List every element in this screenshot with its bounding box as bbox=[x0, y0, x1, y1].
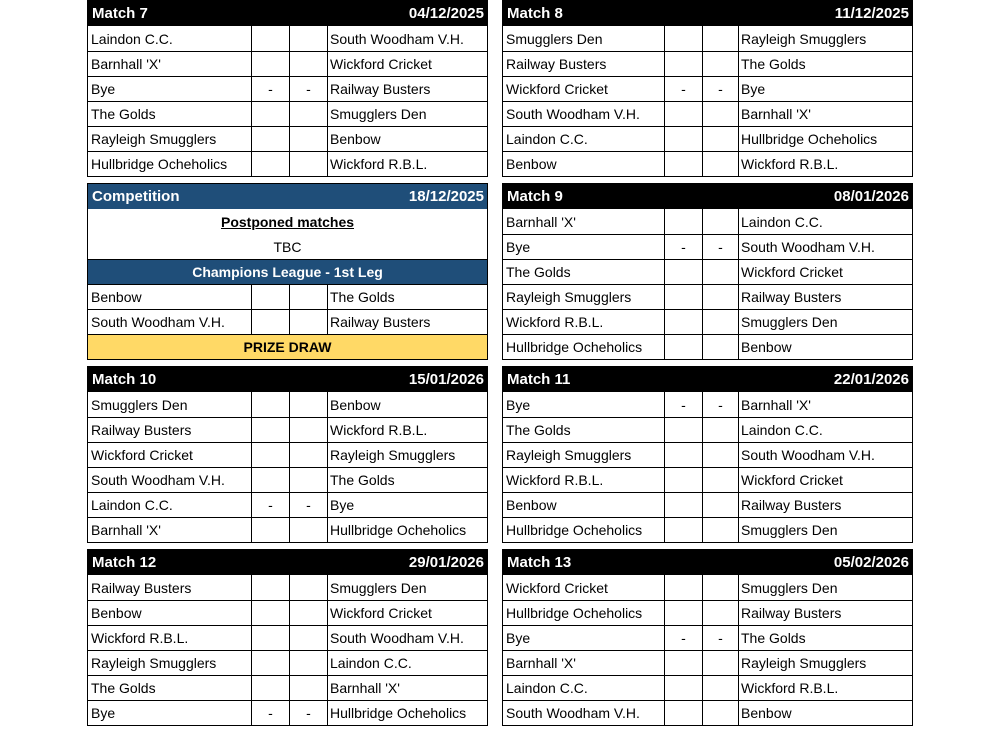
home-score bbox=[252, 518, 290, 542]
away-team: The Golds bbox=[741, 56, 806, 72]
fixture-row bbox=[88, 51, 487, 76]
away-team: Railway Busters bbox=[741, 497, 842, 513]
home-team: Hullbridge Ocheholics bbox=[88, 152, 252, 176]
fixture-row bbox=[88, 467, 487, 492]
fixture-row bbox=[503, 234, 912, 259]
match-date: 08/01/2026 bbox=[833, 188, 909, 205]
away-score bbox=[703, 209, 739, 234]
home-team: Benbow bbox=[88, 601, 252, 625]
home-score bbox=[252, 676, 290, 700]
home-score bbox=[665, 335, 703, 359]
home-score bbox=[252, 443, 290, 467]
home-score: - bbox=[665, 235, 703, 259]
tbc-row bbox=[88, 234, 487, 259]
home-team: The Golds bbox=[88, 676, 252, 700]
fixture-row bbox=[88, 151, 487, 176]
away-team: The Golds bbox=[330, 472, 395, 488]
away-team: Smugglers Den bbox=[741, 579, 838, 596]
fixture-row bbox=[503, 309, 912, 334]
away-team: Wickford R.B.L. bbox=[330, 156, 428, 172]
home-team: Railway Busters bbox=[88, 418, 252, 442]
match-block-13 bbox=[502, 549, 913, 726]
competition-date: 18/12/2025 bbox=[408, 188, 484, 205]
away-score bbox=[703, 493, 739, 517]
fixture-row bbox=[503, 151, 912, 176]
away-score bbox=[290, 418, 328, 442]
home-team: Wickford R.B.L. bbox=[503, 468, 665, 492]
home-team: Wickford R.B.L. bbox=[503, 310, 665, 334]
fixture-rows bbox=[503, 26, 912, 176]
away-team: Railway Busters bbox=[741, 605, 842, 621]
fixture-row bbox=[503, 209, 912, 234]
home-team: Smugglers Den bbox=[88, 392, 252, 417]
away-team: Wickford R.B.L. bbox=[741, 680, 839, 696]
competition-block bbox=[87, 183, 488, 360]
away-score bbox=[290, 102, 328, 126]
fixture-row bbox=[503, 334, 912, 359]
away-team: Hullbridge Ocheholics bbox=[330, 522, 467, 538]
away-team: The Golds bbox=[330, 289, 395, 305]
away-team: Smugglers Den bbox=[741, 522, 838, 538]
away-team: Barnhall 'X' bbox=[741, 106, 811, 122]
home-team: The Golds bbox=[503, 418, 665, 442]
away-score bbox=[703, 335, 739, 359]
home-team: Barnhall 'X' bbox=[503, 209, 665, 234]
match-header bbox=[88, 1, 487, 26]
home-team: The Golds bbox=[503, 260, 665, 284]
home-score bbox=[665, 701, 703, 725]
away-team: Wickford Cricket bbox=[741, 472, 843, 488]
home-team: The Golds bbox=[88, 102, 252, 126]
match-header bbox=[88, 367, 487, 392]
away-score: - bbox=[290, 701, 328, 725]
home-score bbox=[252, 26, 290, 51]
home-team: Railway Busters bbox=[503, 52, 665, 76]
away-score bbox=[703, 418, 739, 442]
away-score bbox=[703, 102, 739, 126]
away-score bbox=[290, 26, 328, 51]
fixture-row bbox=[503, 26, 912, 51]
fixture-row bbox=[503, 417, 912, 442]
home-team: Bye bbox=[503, 626, 665, 650]
match-title: Match 12 bbox=[92, 554, 157, 571]
home-score bbox=[252, 127, 290, 151]
home-score: - bbox=[665, 626, 703, 650]
home-team: Rayleigh Smugglers bbox=[88, 651, 252, 675]
fixture-rows bbox=[88, 392, 487, 542]
away-score bbox=[290, 443, 328, 467]
away-team: Railway Busters bbox=[741, 289, 842, 305]
away-team: Laindon C.C. bbox=[330, 655, 412, 671]
away-score bbox=[290, 152, 328, 176]
match-block-10 bbox=[87, 366, 488, 543]
away-team: Rayleigh Smugglers bbox=[741, 30, 867, 47]
fixture-row bbox=[88, 442, 487, 467]
home-score bbox=[665, 575, 703, 600]
fixture-row bbox=[88, 575, 487, 600]
away-score bbox=[290, 575, 328, 600]
away-team: Hullbridge Ocheholics bbox=[741, 131, 878, 147]
away-team: Barnhall 'X' bbox=[741, 396, 811, 413]
away-team: The Golds bbox=[741, 630, 806, 646]
match-block-8 bbox=[502, 0, 913, 177]
fixture-rows bbox=[88, 575, 487, 725]
home-team: South Woodham V.H. bbox=[88, 310, 252, 334]
away-score: - bbox=[290, 77, 328, 101]
away-score: - bbox=[703, 392, 739, 417]
away-team: South Woodham V.H. bbox=[330, 630, 464, 646]
away-score bbox=[290, 392, 328, 417]
away-score bbox=[703, 26, 739, 51]
away-team: Laindon C.C. bbox=[741, 213, 823, 230]
fixture-row bbox=[88, 675, 487, 700]
postponed-row bbox=[88, 209, 487, 234]
away-score bbox=[703, 310, 739, 334]
fixture-row bbox=[503, 650, 912, 675]
away-team: Barnhall 'X' bbox=[330, 680, 400, 696]
away-score bbox=[703, 518, 739, 542]
home-score: - bbox=[252, 701, 290, 725]
fixture-row bbox=[88, 309, 487, 334]
away-score bbox=[290, 651, 328, 675]
fixture-row bbox=[503, 259, 912, 284]
away-score: - bbox=[703, 77, 739, 101]
away-score bbox=[290, 310, 328, 334]
away-score bbox=[290, 626, 328, 650]
match-date: 15/01/2026 bbox=[408, 371, 484, 388]
away-score bbox=[703, 601, 739, 625]
match-title: Match 10 bbox=[92, 371, 157, 388]
away-team: Rayleigh Smugglers bbox=[741, 655, 867, 671]
home-team: Railway Busters bbox=[88, 575, 252, 600]
tbc-label: TBC bbox=[273, 238, 302, 255]
home-team: Rayleigh Smugglers bbox=[503, 443, 665, 467]
away-score bbox=[703, 52, 739, 76]
home-team: Hullbridge Ocheholics bbox=[503, 601, 665, 625]
away-team: Railway Busters bbox=[330, 81, 431, 97]
away-team: Wickford Cricket bbox=[330, 56, 432, 72]
match-title: Match 9 bbox=[507, 188, 563, 205]
away-team: Bye bbox=[330, 497, 355, 513]
away-team: South Woodham V.H. bbox=[741, 239, 875, 255]
home-score bbox=[665, 418, 703, 442]
fixture-row bbox=[503, 442, 912, 467]
home-team: South Woodham V.H. bbox=[88, 468, 252, 492]
home-team: Bye bbox=[88, 77, 252, 101]
match-title: Match 11 bbox=[507, 371, 571, 388]
fixture-row bbox=[503, 467, 912, 492]
fixture-row bbox=[88, 392, 487, 417]
away-score bbox=[290, 468, 328, 492]
away-team: Hullbridge Ocheholics bbox=[330, 705, 467, 721]
away-score bbox=[703, 260, 739, 284]
fixture-rows bbox=[88, 26, 487, 176]
home-score bbox=[665, 209, 703, 234]
away-team: Benbow bbox=[741, 705, 792, 721]
fixture-rows bbox=[503, 392, 912, 542]
away-score bbox=[290, 127, 328, 151]
away-team: Benbow bbox=[330, 131, 381, 147]
away-score bbox=[703, 468, 739, 492]
match-header bbox=[503, 367, 912, 392]
away-score: - bbox=[290, 493, 328, 517]
home-team: Wickford Cricket bbox=[503, 77, 665, 101]
home-score bbox=[665, 468, 703, 492]
home-score bbox=[252, 285, 290, 309]
home-team: Wickford Cricket bbox=[88, 443, 252, 467]
fixture-row bbox=[503, 492, 912, 517]
away-team: Wickford Cricket bbox=[330, 605, 432, 621]
match-title: Match 13 bbox=[507, 554, 572, 571]
away-score bbox=[703, 651, 739, 675]
home-score bbox=[665, 601, 703, 625]
away-score bbox=[703, 676, 739, 700]
home-score bbox=[252, 102, 290, 126]
away-team: Smugglers Den bbox=[330, 106, 427, 122]
fixture-rows bbox=[503, 209, 912, 359]
home-score: - bbox=[665, 392, 703, 417]
away-team: Benbow bbox=[741, 339, 792, 355]
away-score bbox=[703, 152, 739, 176]
away-score bbox=[290, 601, 328, 625]
match-date: 05/02/2026 bbox=[833, 554, 909, 571]
match-block-12 bbox=[87, 549, 488, 726]
fixture-row bbox=[503, 392, 912, 417]
away-score bbox=[290, 518, 328, 542]
away-score bbox=[703, 443, 739, 467]
home-team: Benbow bbox=[88, 285, 252, 309]
fixture-row bbox=[503, 700, 912, 725]
home-team: Rayleigh Smugglers bbox=[88, 127, 252, 151]
home-team: Hullbridge Ocheholics bbox=[503, 335, 665, 359]
away-score bbox=[703, 701, 739, 725]
match-block-11 bbox=[502, 366, 913, 543]
match-date: 11/12/2025 bbox=[834, 5, 909, 22]
away-team: Benbow bbox=[330, 396, 381, 413]
fixture-rows bbox=[503, 575, 912, 725]
home-team: Wickford Cricket bbox=[503, 575, 665, 600]
home-team: South Woodham V.H. bbox=[503, 102, 665, 126]
champions-league-label: Champions League - 1st Leg bbox=[192, 264, 383, 280]
competition-rows bbox=[88, 209, 487, 359]
away-score bbox=[703, 285, 739, 309]
home-team: Hullbridge Ocheholics bbox=[503, 518, 665, 542]
fixture-row bbox=[88, 417, 487, 442]
home-score bbox=[665, 52, 703, 76]
match-block-9 bbox=[502, 183, 913, 360]
home-score bbox=[665, 310, 703, 334]
fixture-row bbox=[503, 101, 912, 126]
prize-draw-label: PRIZE DRAW bbox=[243, 339, 332, 355]
home-score bbox=[252, 152, 290, 176]
home-score bbox=[252, 601, 290, 625]
home-score: - bbox=[252, 77, 290, 101]
match-header bbox=[503, 550, 912, 575]
home-score: - bbox=[252, 493, 290, 517]
home-score bbox=[665, 285, 703, 309]
away-score bbox=[290, 52, 328, 76]
away-score bbox=[703, 127, 739, 151]
match-header bbox=[88, 550, 487, 575]
home-score bbox=[665, 493, 703, 517]
home-team: Bye bbox=[88, 701, 252, 725]
home-score bbox=[252, 392, 290, 417]
home-score bbox=[665, 260, 703, 284]
away-score bbox=[290, 676, 328, 700]
home-score bbox=[252, 651, 290, 675]
match-date: 29/01/2026 bbox=[408, 554, 484, 571]
home-score bbox=[665, 127, 703, 151]
fixture-row bbox=[88, 517, 487, 542]
home-score bbox=[665, 443, 703, 467]
fixture-row bbox=[503, 51, 912, 76]
home-score bbox=[665, 651, 703, 675]
fixture-row bbox=[88, 700, 487, 725]
home-score bbox=[252, 310, 290, 334]
home-team: Rayleigh Smugglers bbox=[503, 285, 665, 309]
home-score bbox=[665, 102, 703, 126]
fixture-row bbox=[88, 600, 487, 625]
home-score bbox=[665, 676, 703, 700]
fixture-row bbox=[88, 650, 487, 675]
home-team: Laindon C.C. bbox=[88, 493, 252, 517]
prize-draw-row bbox=[88, 334, 487, 359]
fixture-row bbox=[503, 76, 912, 101]
home-team: Barnhall 'X' bbox=[503, 651, 665, 675]
away-score: - bbox=[703, 626, 739, 650]
home-team: Barnhall 'X' bbox=[88, 518, 252, 542]
competition-title: Competition bbox=[92, 188, 180, 205]
home-team: Bye bbox=[503, 235, 665, 259]
postponed-label: Postponed matches bbox=[220, 213, 355, 230]
match-header bbox=[503, 184, 912, 209]
match-title: Match 7 bbox=[92, 5, 148, 22]
fixture-row bbox=[503, 126, 912, 151]
fixture-row bbox=[503, 575, 912, 600]
home-team: South Woodham V.H. bbox=[503, 701, 665, 725]
competition-header bbox=[88, 184, 487, 209]
away-team: South Woodham V.H. bbox=[741, 447, 875, 463]
home-score bbox=[252, 575, 290, 600]
away-score bbox=[703, 575, 739, 600]
home-team: Wickford R.B.L. bbox=[88, 626, 252, 650]
home-score bbox=[252, 418, 290, 442]
away-team: South Woodham V.H. bbox=[330, 30, 464, 47]
away-team: Laindon C.C. bbox=[741, 422, 823, 438]
home-score bbox=[252, 468, 290, 492]
fixture-row bbox=[88, 26, 487, 51]
away-team: Wickford R.B.L. bbox=[330, 422, 428, 438]
home-team: Barnhall 'X' bbox=[88, 52, 252, 76]
home-score bbox=[252, 626, 290, 650]
home-team: Bye bbox=[503, 392, 665, 417]
away-team: Bye bbox=[741, 81, 766, 97]
away-team: Smugglers Den bbox=[330, 579, 427, 596]
match-block-7 bbox=[87, 0, 488, 177]
home-score bbox=[252, 52, 290, 76]
away-team: Rayleigh Smugglers bbox=[330, 447, 456, 463]
fixture-row bbox=[503, 675, 912, 700]
away-score bbox=[290, 285, 328, 309]
match-date: 04/12/2025 bbox=[408, 5, 484, 22]
away-team: Wickford R.B.L. bbox=[741, 156, 839, 172]
fixture-row bbox=[88, 492, 487, 517]
away-team: Railway Busters bbox=[330, 314, 431, 330]
fixture-row bbox=[503, 517, 912, 542]
fixture-row bbox=[88, 284, 487, 309]
match-date: 22/01/2026 bbox=[833, 371, 909, 388]
home-score: - bbox=[665, 77, 703, 101]
champions-league-row bbox=[88, 259, 487, 284]
home-team: Laindon C.C. bbox=[88, 26, 252, 51]
fixture-row bbox=[88, 126, 487, 151]
home-team: Benbow bbox=[503, 152, 665, 176]
away-team: Smugglers Den bbox=[741, 314, 838, 330]
home-score bbox=[665, 152, 703, 176]
home-score bbox=[665, 518, 703, 542]
away-score: - bbox=[703, 235, 739, 259]
fixture-row bbox=[503, 600, 912, 625]
match-header bbox=[503, 1, 912, 26]
match-title: Match 8 bbox=[507, 5, 563, 22]
fixture-row bbox=[88, 101, 487, 126]
fixture-row bbox=[503, 625, 912, 650]
away-team: Wickford Cricket bbox=[741, 264, 843, 280]
home-team: Benbow bbox=[503, 493, 665, 517]
home-team: Laindon C.C. bbox=[503, 127, 665, 151]
fixture-row bbox=[88, 625, 487, 650]
home-team: Smugglers Den bbox=[503, 26, 665, 51]
home-score bbox=[665, 26, 703, 51]
fixture-row bbox=[503, 284, 912, 309]
home-team: Laindon C.C. bbox=[503, 676, 665, 700]
fixture-row bbox=[88, 76, 487, 101]
